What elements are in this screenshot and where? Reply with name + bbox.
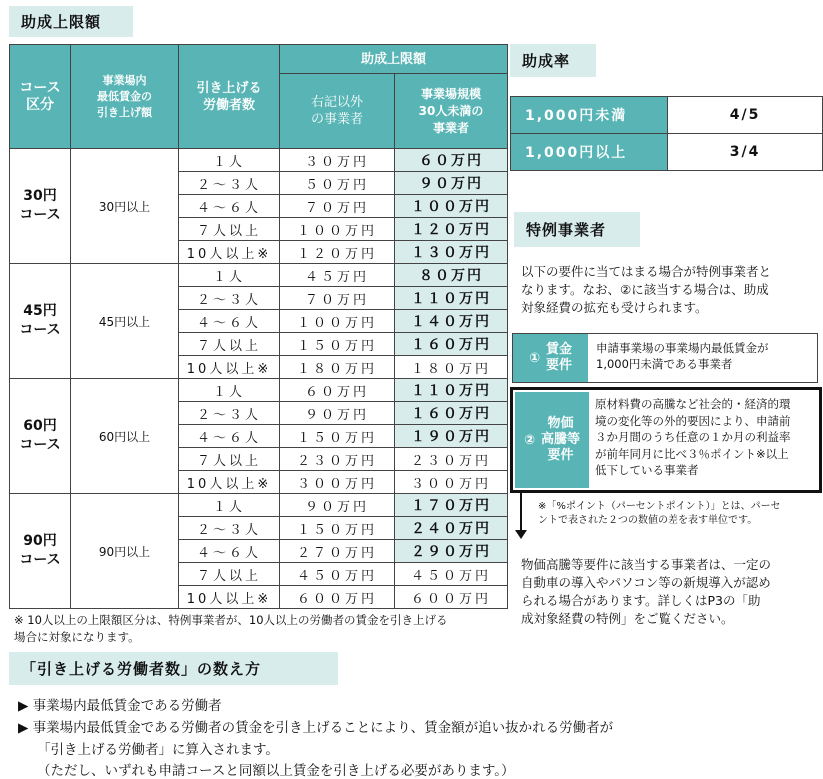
cell-small: ３００万円: [395, 471, 508, 494]
cell-small: １６０万円: [395, 402, 508, 425]
cell-workers: １人: [179, 494, 280, 517]
cell-workers: ４～６人: [179, 195, 280, 218]
cell-small: ２３０万円: [395, 448, 508, 471]
cell-small: ８０万円: [395, 264, 508, 287]
section-title-rate: 助成率: [510, 44, 596, 77]
table-row: [10, 149, 508, 172]
count-text-1: 事業場内最低賃金である労働者: [32, 698, 222, 714]
req1-name: 賃金 要件: [546, 342, 573, 373]
cell-workers: ７人以上: [179, 563, 280, 586]
cell-small: １１０万円: [395, 379, 508, 402]
cell-workers: ２～３人: [179, 517, 280, 540]
req1-number: ①: [528, 350, 540, 366]
cell-other: １５０万円: [280, 517, 395, 540]
header-wage-raise: 事業場内 最低賃金の 引き上げ額: [71, 45, 179, 149]
table-note: ※ 10人以上の上限額区分は、特例事業者が、10人以上の労働者の賃金を引き上げる 場合に対象になります。: [14, 613, 448, 644]
special-intro: 以下の要件に当てはまる場合が特例事業者と なります。なお、②に該当する場合は、助成 対象経費の拡充も受けられます。: [521, 264, 772, 315]
course-name: 45円 コース: [10, 264, 71, 379]
cell-other: ９０万円: [280, 402, 395, 425]
rate-key-1: 1,000円未満: [511, 97, 668, 134]
req2-label-cell: [515, 392, 589, 488]
count-text-2c: （ただし、いずれも申請コースと同額以上賃金を引き上げる必要があります。）: [37, 763, 515, 779]
triangle-icon: ▶: [18, 698, 29, 714]
course-wage: 60円以上: [71, 379, 179, 494]
down-arrow-head-icon: [515, 530, 527, 539]
header-course: コース 区分: [10, 45, 71, 149]
rate-value-1: 4/5: [668, 97, 823, 134]
course-wage: 90円以上: [71, 494, 179, 609]
course-name: 30円 コース: [10, 149, 71, 264]
cell-small: １８０万円: [395, 356, 508, 379]
header-workers: 引き上げる 労働者数: [179, 45, 280, 149]
cell-workers: ４～６人: [179, 540, 280, 563]
section-title-count: 「引き上げる労働者数」の数え方: [9, 652, 338, 685]
req2-text: 原材料費の高騰など社会的・経済的環 境の変化等の外的要因により、申請前 ３か月間のうち任意の１か月の利益率 が前年同月に比べ３％ポイント※以上 低下している事業者: [595, 397, 791, 477]
cell-workers: 10人以上※: [179, 471, 280, 494]
cell-other: ６０万円: [280, 379, 395, 402]
cell-other: ６００万円: [280, 586, 395, 609]
rate-row: [511, 134, 823, 171]
cell-small: ２９０万円: [395, 540, 508, 563]
cell-small: １４０万円: [395, 310, 508, 333]
cell-small: １１０万円: [395, 287, 508, 310]
rate-table: [510, 96, 823, 171]
cell-small: １３０万円: [395, 241, 508, 264]
rate-key-2: 1,000円以上: [511, 134, 668, 171]
req2-name: 物価 高騰等 要件: [541, 416, 581, 463]
cell-small: ６０万円: [395, 149, 508, 172]
count-text-2b: 「引き上げる労働者」に算入されます。: [37, 742, 279, 758]
limit-table: [9, 44, 508, 609]
cell-other: １５０万円: [280, 425, 395, 448]
cell-workers: ２～３人: [179, 172, 280, 195]
req1-label-cell: [513, 334, 588, 382]
header-small: 事業場規模 30人未満の 事業者: [395, 74, 508, 149]
req2-box: [510, 387, 822, 493]
course-wage: 45円以上: [71, 264, 179, 379]
cell-other: １２０万円: [280, 241, 395, 264]
cell-other: ２３０万円: [280, 448, 395, 471]
cell-workers: ７人以上: [179, 218, 280, 241]
req2-number: ②: [523, 432, 535, 448]
cell-small: １９０万円: [395, 425, 508, 448]
special-after: 物価高騰等要件に該当する事業者は、一定の 自動車の導入やパソコン等の新規導入が認め られる場合があります。詳しくはP3の「助 成対象経費の特例」をご覧ください。: [521, 557, 772, 626]
cell-workers: ４～６人: [179, 425, 280, 448]
cell-small: １２０万円: [395, 218, 508, 241]
cell-workers: ２～３人: [179, 287, 280, 310]
req1-box: [512, 333, 818, 383]
count-bullet-1: [18, 694, 222, 714]
count-text-2: 事業場内最低賃金である労働者の賃金を引き上げることにより、賃金額が追い抜かれる労働者が: [32, 720, 614, 736]
cell-other: ４５０万円: [280, 563, 395, 586]
section-title-limit: 助成上限額: [9, 6, 133, 37]
cell-workers: 10人以上※: [179, 586, 280, 609]
table-row: [10, 264, 508, 287]
cell-other: １００万円: [280, 218, 395, 241]
cell-other: ５０万円: [280, 172, 395, 195]
cell-other: ４５万円: [280, 264, 395, 287]
cell-workers: ７人以上: [179, 333, 280, 356]
cell-other: １５０万円: [280, 333, 395, 356]
cell-other: ７０万円: [280, 287, 395, 310]
rate-value-2: 3/4: [668, 134, 823, 171]
cell-small: ２４０万円: [395, 517, 508, 540]
req1-text: 申請事業場の事業場内最低賃金が 1,000円未満である事業者: [596, 341, 769, 371]
cell-workers: ７人以上: [179, 448, 280, 471]
table-row: [10, 494, 508, 517]
header-limit: 助成上限額: [280, 45, 508, 74]
course-wage: 30円以上: [71, 149, 179, 264]
cell-small: １６０万円: [395, 333, 508, 356]
cell-small: １７０万円: [395, 494, 508, 517]
cell-other: ９０万円: [280, 494, 395, 517]
triangle-icon: ▶: [18, 720, 29, 736]
table-row: [10, 379, 508, 402]
cell-other: ２７０万円: [280, 540, 395, 563]
section-title-special: 特例事業者: [514, 212, 640, 247]
cell-small: １００万円: [395, 195, 508, 218]
cell-small: ６００万円: [395, 586, 508, 609]
special-footnote: ※「%ポイント（パーセントポイント）」とは、パーセ ントで表された２つの数値の差を表す単位です。: [538, 501, 781, 526]
cell-workers: １人: [179, 379, 280, 402]
cell-workers: 10人以上※: [179, 356, 280, 379]
cell-workers: ２～３人: [179, 402, 280, 425]
cell-other: １００万円: [280, 310, 395, 333]
cell-workers: ４～６人: [179, 310, 280, 333]
cell-small: ４５０万円: [395, 563, 508, 586]
cell-other: ３００万円: [280, 471, 395, 494]
course-name: 60円 コース: [10, 379, 71, 494]
down-arrow-icon: [520, 493, 522, 533]
cell-workers: １人: [179, 264, 280, 287]
cell-other: ７０万円: [280, 195, 395, 218]
rate-row: [511, 97, 823, 134]
cell-small: ９０万円: [395, 172, 508, 195]
cell-workers: １人: [179, 149, 280, 172]
cell-other: ３０万円: [280, 149, 395, 172]
cell-workers: 10人以上※: [179, 241, 280, 264]
cell-other: １８０万円: [280, 356, 395, 379]
header-other: 右記以外 の事業者: [280, 74, 395, 149]
count-bullet-2: [18, 716, 613, 736]
course-name: 90円 コース: [10, 494, 71, 609]
